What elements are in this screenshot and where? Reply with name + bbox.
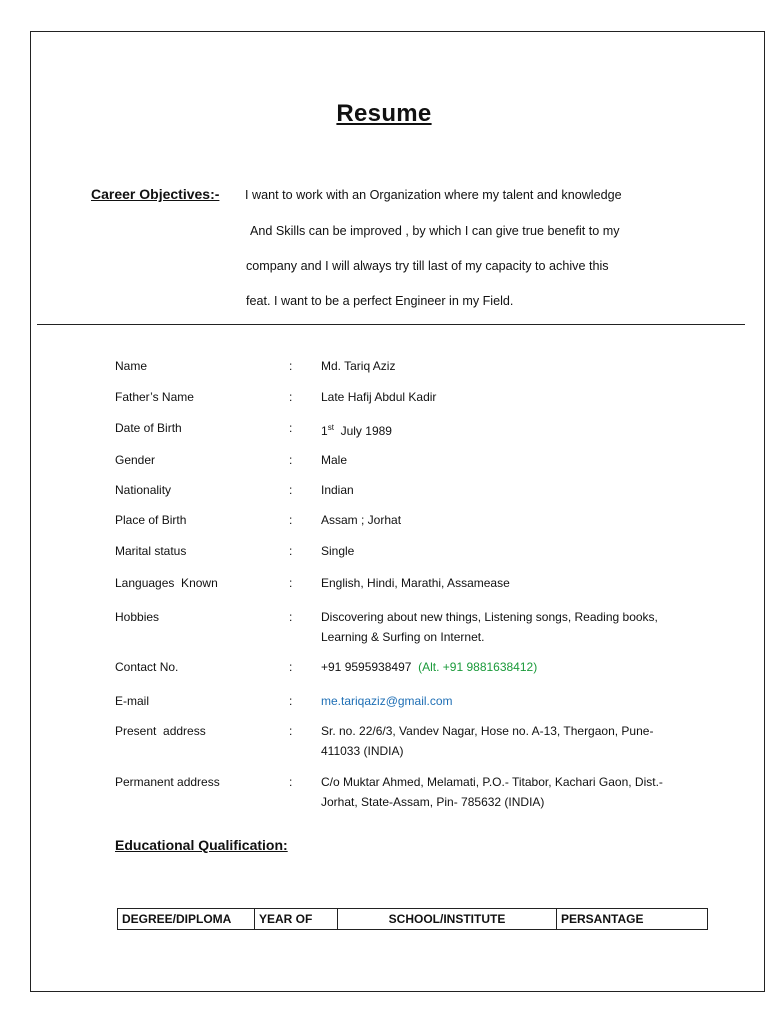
detail-label: Nationality bbox=[115, 483, 172, 497]
detail-colon: : bbox=[289, 694, 293, 708]
detail-value: Late Hafij Abdul Kadir bbox=[321, 390, 437, 404]
detail-label: Date of Birth bbox=[115, 421, 182, 435]
column-year: YEAR OF bbox=[255, 909, 338, 930]
detail-label: Father’s Name bbox=[115, 390, 194, 404]
detail-label: Languages Known bbox=[115, 576, 218, 590]
detail-colon: : bbox=[289, 660, 293, 674]
detail-colon: : bbox=[289, 483, 293, 497]
email-link[interactable]: me.tariqaziz@gmail.com bbox=[321, 694, 453, 708]
column-percentage: PERSANTAGE bbox=[557, 909, 708, 930]
resume-title: Resume bbox=[336, 100, 432, 127]
detail-label: Contact No. bbox=[115, 660, 179, 674]
detail-label: Present address bbox=[115, 724, 206, 738]
detail-colon: : bbox=[289, 775, 293, 789]
section-divider bbox=[37, 324, 745, 325]
detail-colon: : bbox=[289, 453, 293, 467]
objective-line-1: I want to work with an Organization where my talent and knowledge bbox=[245, 188, 622, 202]
detail-label: Gender bbox=[115, 453, 156, 467]
detail-colon: : bbox=[289, 610, 293, 624]
detail-value: Md. Tariq Aziz bbox=[321, 359, 396, 373]
detail-value: Indian bbox=[321, 483, 354, 497]
column-school: SCHOOL/INSTITUTE bbox=[338, 909, 557, 930]
detail-value: Single bbox=[321, 544, 355, 558]
education-table bbox=[117, 908, 708, 930]
detail-colon: : bbox=[289, 544, 293, 558]
detail-colon: : bbox=[289, 421, 293, 435]
detail-colon: : bbox=[289, 513, 293, 527]
detail-label: Name bbox=[115, 359, 148, 373]
career-objectives-label: Career Objectives:- bbox=[91, 186, 220, 202]
detail-label: Place of Birth bbox=[115, 513, 187, 527]
detail-label: E-mail bbox=[115, 694, 150, 708]
detail-label: Hobbies bbox=[115, 610, 160, 624]
detail-colon: : bbox=[289, 390, 293, 404]
column-degree: DEGREE/DIPLOMA bbox=[118, 909, 255, 930]
objective-line-3: company and I will always try till last of my capacity to achive this bbox=[246, 259, 609, 273]
detail-colon: : bbox=[289, 724, 293, 738]
education-heading: Educational Qualification: bbox=[115, 837, 288, 853]
detail-value: Discovering about new things, Listening songs, Reading books, Learning & Surfing on Internet. bbox=[321, 610, 658, 644]
detail-value: C/o Muktar Ahmed, Melamati, P.O.- Titabor, Kachari Gaon, Dist.- Jorhat, State-Assam, Pin- 785632 (INDIA) bbox=[321, 775, 663, 809]
detail-label: Permanent address bbox=[115, 775, 220, 789]
objective-line-2: And Skills can be improved , by which I can give true benefit to my bbox=[250, 224, 620, 238]
education-table-header bbox=[118, 909, 708, 930]
objective-line-4: feat. I want to be a perfect Engineer in my Field. bbox=[246, 294, 514, 308]
detail-value: Assam ; Jorhat bbox=[321, 513, 402, 527]
detail-value: Sr. no. 22/6/3, Vandev Nagar, Hose no. A-13, Thergaon, Pune-411033 (INDIA) bbox=[321, 724, 654, 758]
detail-value bbox=[321, 657, 681, 677]
dob-day: 1 bbox=[321, 424, 328, 438]
dob-rest: July 1989 bbox=[333, 424, 392, 438]
detail-value bbox=[321, 418, 681, 441]
detail-label: Marital status bbox=[115, 544, 187, 558]
detail-colon: : bbox=[289, 359, 293, 373]
contact-alternate: (Alt. +91 9881638412) bbox=[418, 660, 538, 674]
detail-value: Male bbox=[321, 453, 348, 467]
detail-value: English, Hindi, Marathi, Assamease bbox=[321, 576, 510, 590]
contact-primary: +91 9595938497 bbox=[321, 660, 412, 674]
dob-ordinal: st bbox=[327, 423, 334, 432]
detail-colon: : bbox=[289, 576, 293, 590]
